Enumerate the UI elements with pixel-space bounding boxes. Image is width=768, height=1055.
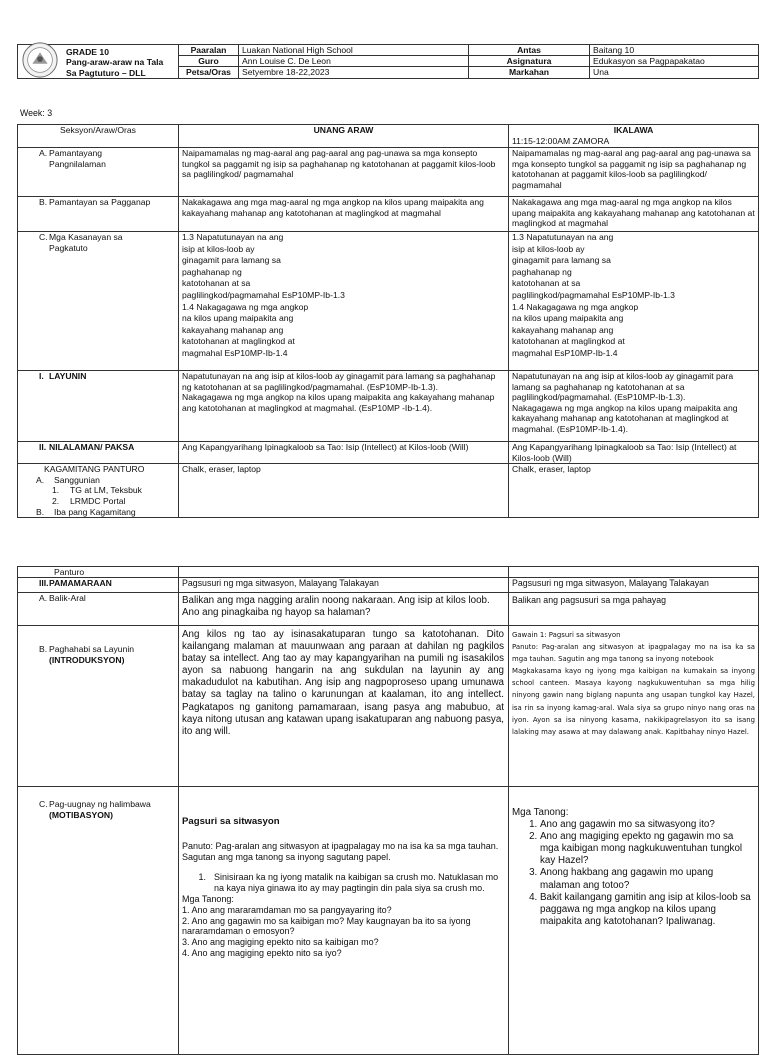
cell-day1: Nakakagawa ang mga mag-aaral ng mga angkop na kilos upang maipakita ang kakayahang mahanap ang katotohanan at maglingkod at magmahal: [179, 197, 509, 232]
label-markahan: Markahan: [469, 67, 590, 78]
lesson-table-2: [17, 566, 759, 1055]
question-3: 3. Ano ang magiging epekto nito sa kaibigan mo?: [182, 937, 379, 948]
row-label-layunin: [18, 371, 179, 442]
cell-day1: Naipamamalas ng mag-aaral ang pag-aaral ang pag-unawa sa mga konsepto tungkol sa paggamit ng isip sa paghahanap ng katotohanan at paggamit kilos-loob sa paglilingkod/ pagmamahal: [179, 148, 509, 197]
cell-day1: Balikan ang mga nagging aralin noong nakaraan. Ang isip at kilos loob. Ano ang pinagkaiba ng hayop sa halaman?: [179, 593, 509, 626]
situation-text: Sinisiraan ka ng iyong matalik na kaibigan sa crush mo. Natuklasan mo na kaya niya ginawa ito ay may pagtingin din pala siya sa crush mo.: [214, 872, 499, 894]
cell-day1-empty: [179, 567, 509, 578]
cell-day1-motibasyon: [179, 787, 509, 1055]
row-label-pag-uugnay: [18, 787, 179, 1055]
row-label: NILALAMAN/ PAKSA: [49, 442, 135, 452]
row-num: A.: [39, 148, 48, 158]
row-num: C.: [39, 232, 48, 242]
questions-list: [512, 819, 755, 928]
question-4: 4. Ano ang magiging epekto nito sa iyo?: [182, 947, 342, 958]
label-petsa: Petsa/Oras: [179, 67, 239, 78]
school-logo-cell: [18, 45, 179, 79]
row-label: LAYUNIN: [49, 371, 87, 381]
header-block: [17, 44, 759, 79]
row-num: C.: [39, 799, 48, 809]
question-1: 1. Ano ang mararamdaman mo sa pangyayaring ito?: [182, 904, 392, 915]
row-num: B.: [36, 506, 45, 517]
value-antas: Baitang 10: [590, 45, 759, 56]
week-label: Week: 3: [20, 108, 53, 118]
value-asignatura: Edukasyon sa Pagpapakatao: [590, 56, 759, 67]
cell-day2: Nakakagawa ang mga mag-aaral ng mga angkop na kilos upang maipakita ang kakayahang mahanap ang katotohanan at maglingkod at magmahal: [509, 197, 759, 232]
value-markahan: Una: [590, 67, 759, 78]
value-petsa: Setyembre 18-22,2023: [239, 67, 469, 78]
cell-day2: Gawain 1: Pagsuri sa sitwasyon Panuto: Pag-aralan ang sitwasyon at ipagpalagay mo na isa ka sa mga tauhan. Sagutin ang mga tanong sa inyong notebook Magkakasama kayo ng iyong mga kaibigan na kumakain sa inyong school canteen. Masaya kayong nagkukuwentuhan sa mga hilig ninyong gawin nang biglang napunta ang usapan tungkol kay Hazel, isa rin sa inyong kamag-aral. Wala siya sa grupo ninyo nang oras na iyon. Ayon sa isa ninyong kasama, nakikipagrelasyon ito sa isang lalaking may asawa at may dalawang anak. Kapitbahay ninyo Hazel.: [509, 626, 759, 787]
list-item: 2. Ano ang magiging epekto ng gagawin mo sa mga kaibigan mong nagkukuwentuhan tungkol kay Hazel?: [540, 831, 755, 867]
row-label: PAMAMARAAN: [49, 578, 112, 588]
cell-day1: 1.3 Napatutunayan na ang isip at kilos-loob ay ginagamit para lamang sa paghahanap ng katotohanan at sa paglilingkod/pagmamahal EsP10MP-Ib-1.3 1.4 Nakagagawa ng mga angkop na kilos upang maipakita ang kakayahang mahanap ang katotohanan at maglingkod at magmahal EsP10MP-Ib-1.4: [179, 232, 509, 371]
row-num: B.: [39, 197, 48, 207]
cell-day1: Chalk, eraser, laptop: [179, 464, 509, 518]
materials-title: KAGAMITANG PANTURO: [44, 464, 145, 475]
row-label-mga-kasanayan: [18, 232, 179, 371]
row-label: Mga Kasanayan sa Pagkatuto: [49, 232, 123, 253]
lesson-table-1: [17, 124, 759, 518]
questions-title: Mga Tanong:: [512, 807, 569, 818]
label-guro: Guro: [179, 56, 239, 67]
cell-day2: Pagsusuri ng mga sitwasyon, Malayang Talakayan: [509, 578, 759, 593]
question-2: 2. Ano ang gagawin mo sa kaibigan mo? May kaugnayan ba ito sa iyong nararamdaman o emosyon?: [182, 915, 471, 937]
cell-day1: Pagsusuri ng mga sitwasyon, Malayang Talakayan: [179, 578, 509, 593]
col-section-header: Seksyon/Araw/Oras: [18, 125, 179, 148]
cell-day2: Balikan ang pagsusuri sa mga pahayag: [509, 593, 759, 626]
cell-day1: Ang kilos ng tao ay isinasakatuparan tungo sa katotohanan. Dito kailangang malaman at mauunwaan ang paraan at dahilan ng pagkilos batay sa intellect. Ang tao ay may kapangyarihan na pumili ng isasakilos ayon sa nabuong hangarin na ang sukdulan na layunin ay ang makadudulot na kabutihan. Ang isip ang nagpoproseso upang umunawa batay sa taglay na talino o karunungan at kaalaman, ito ang intellect. Pagkatapos ng ganitong pamamaraan, isang pasya ang mabubuo, at kaya nitong utusan ang katawan upang isakatuparan ang nabuong pasya, ito ang will.: [179, 626, 509, 787]
cell-day2-motibasyon: [509, 787, 759, 1055]
grade-title: GRADE 10 Pang-araw-araw na Tala Sa Pagtuturo – DLL: [66, 47, 164, 78]
value-paaralan: Luakan National High School: [239, 45, 469, 56]
row-label-pamantayan-sa-pagganap: [18, 197, 179, 232]
header-table: [17, 44, 759, 79]
row-label-pamamaraan: [18, 578, 179, 593]
cell-day2: Ang Kapangyarihang Ipinagkaloob sa Tao: Isip (Intellect) at Kilos-loob (Will): [509, 442, 759, 464]
materials-b: Iba pang Kagamitang: [54, 506, 136, 517]
pantur-label: Panturo: [18, 567, 179, 578]
row-label-sub: (MOTIBASYON): [49, 809, 113, 820]
row-label-balik-aral: [18, 593, 179, 626]
row-label-pamantayang-pangnilalaman: [18, 148, 179, 197]
row-num: I.: [39, 371, 44, 381]
row-num: II.: [39, 442, 47, 452]
col-day1-header: UNANG ARAW: [179, 125, 509, 148]
activity-title: Pagsuri sa sitwasyon: [182, 816, 280, 827]
row-label: Pamantayang Pangnilalaman: [49, 148, 106, 169]
label-antas: Antas: [469, 45, 590, 56]
situation-num: 1.: [198, 872, 206, 883]
row-num: A.: [39, 593, 48, 603]
list-item: 3. Anong hakbang ang gagawin mo upang malaman ang totoo?: [540, 867, 755, 891]
row-num: 1.: [52, 485, 60, 496]
label-paaralan: Paaralan: [179, 45, 239, 56]
row-label-paghahabi: [18, 626, 179, 787]
cell-day1: Napatutunayan na ang isip at kilos-loob ay ginagamit para lamang sa paghahanap ng katotohanan at sa paglilingkod/pagmamahal. (EsP10MP-Ib-1.3). Nakagagawa ng mga angkop na kilos upang maipakita ang kakayahang mahanap ang katotohanan at maglingkod at magmahal. (EsP10MP -Ib-1.4).: [179, 371, 509, 442]
row-num: B.: [39, 644, 48, 654]
deped-seal-icon: [21, 41, 59, 79]
label-asignatura: Asignatura: [469, 56, 590, 67]
col-day2-title: IKALAWA: [613, 125, 654, 135]
questions-title: Mga Tanong:: [182, 893, 234, 904]
row-label: Pamantayan sa Pagganap: [49, 197, 151, 207]
materials-s2: LRMDC Portal: [70, 495, 126, 506]
row-label-sub: (INTRODUKSYON): [49, 654, 125, 665]
col-day2-time: 11:15-12:00AM ZAMORA: [512, 135, 610, 146]
row-label-nilalaman: [18, 442, 179, 464]
col-day2-header: [509, 125, 759, 148]
list-item: 4. Bakit kailangang gamitin ang isip at kilos-loob sa paggawa ng mga angkop na kilos upang maipakita ang katotohanan? Ipaliwanag.: [540, 892, 755, 928]
cell-day2: Napatutunayan na ang isip at kilos-loob ay ginagamit para lamang sa paghahanap ng katotohanan at sa paglilingkod/pagmamahal. (EsP10MP-Ib-1.3). Nakagagawa ng mga angkop na kilos upang maipakita ang kakayahang mahanap ang katotohanan at maglingkod at magmahal. (EsP10MP-Ib-1.4).: [509, 371, 759, 442]
cell-day2: Naipamamalas ng mag-aaral ang pag-aaral ang pag-unawa sa mga konsepto tungkol sa paggamit ng isip sa paghahanap ng katotohanan at paggamit kilos-loob sa paglilingkod/ pagmamahal: [509, 148, 759, 197]
value-guro: Ann Louise C. De Leon: [239, 56, 469, 67]
cell-day1: Ang Kapangyarihang Ipinagkaloob sa Tao: Isip (Intellect) at Kilos-loob (Will): [179, 442, 509, 464]
list-item: 1. Ano ang gagawin mo sa sitwasyong ito?: [540, 819, 755, 831]
row-num: III.: [39, 578, 49, 588]
row-num: 2.: [52, 495, 60, 506]
activity-panuto: Panuto: Pag-aralan ang sitwasyon at ipagpalagay mo na isa ka sa mga tauhan. Sagutan ang mga tanong sa inyong sagutang papel.: [182, 840, 499, 862]
row-num: A.: [36, 474, 45, 485]
row-label: Paghahabi sa Layunin: [49, 644, 135, 654]
materials-s1: TG at LM, Teksbuk: [70, 485, 142, 496]
row-label: Balik-Aral: [49, 593, 86, 603]
materials-a: Sanggunian: [54, 474, 100, 485]
row-label: Pag-uugnay ng halimbawa: [49, 799, 151, 809]
cell-day2-empty: [509, 567, 759, 578]
cell-day2: 1.3 Napatutunayan na ang isip at kilos-loob ay ginagamit para lamang sa paghahanap ng katotohanan at sa paglilingkod/pagmamahal EsP10MP-Ib-1.3 1.4 Nakagagawa ng mga angkop na kilos upang maipakita ang kakayahang mahanap ang katotohanan at maglingkod at magmahal EsP10MP-Ib-1.4: [509, 232, 759, 371]
cell-day2: Chalk, eraser, laptop: [509, 464, 759, 518]
row-label-kagamitang-panturo: [18, 464, 179, 518]
